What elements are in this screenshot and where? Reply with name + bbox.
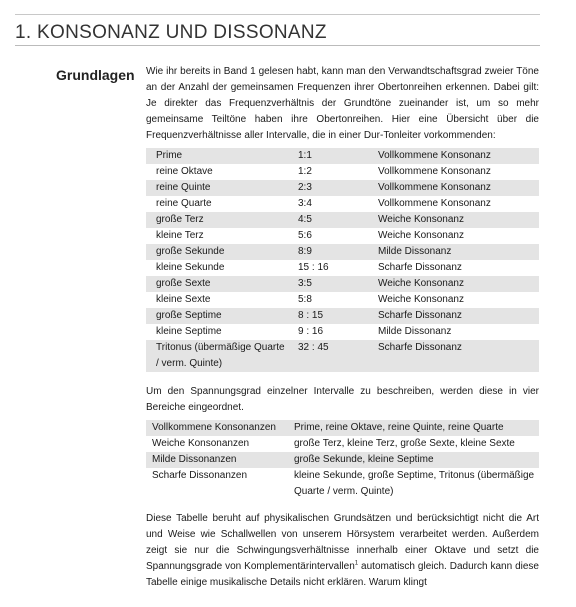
interval-row: [146, 164, 539, 180]
interval-row-interval: große Terz: [146, 212, 294, 228]
title-rule: [15, 45, 540, 46]
group-table: [146, 420, 539, 500]
interval-row: [146, 244, 539, 260]
group-row: [146, 420, 539, 436]
interval-table: [146, 148, 539, 372]
interval-row-ratio: 8:9: [294, 244, 374, 260]
interval-row-category: Milde Dissonanz: [374, 244, 539, 260]
interval-row-ratio: 8 : 15: [294, 308, 374, 324]
interval-row-interval: reine Quinte: [146, 180, 294, 196]
interval-row-interval: große Sekunde: [146, 244, 294, 260]
group-row-members: kleine Sekunde, große Septime, Tritonus (übermäßige Quarte / verm. Quinte): [294, 470, 535, 497]
interval-row: [146, 228, 539, 244]
interval-row-interval: große Sexte: [146, 276, 294, 292]
interval-row-interval: reine Quarte: [156, 198, 212, 209]
interval-row-ratio: 32 : 45: [294, 340, 374, 372]
interval-row-interval: kleine Septime: [156, 326, 222, 337]
intro-paragraph: Wie ihr bereits in Band 1 gelesen habt, kann man den Verwandtschaftsgrad zweier Töne an der Anzahl der gemeinsamen Frequenzen ihrer Obertonreihen erkennen. Dabei gilt: Je direkter das Frequenzverhältnis der Grundtöne zueinander ist, um so mehr gemeinsame Teiltöne haben ihre Obertonreihen. Hier eine Übersicht über die Frequenzverhältnisse aller Intervalle, die in einer Dur-Tonleiter vorkommenden:: [146, 66, 539, 141]
interval-row-ratio: 9 : 16: [298, 326, 324, 337]
interval-row-ratio: 15 : 16: [298, 262, 329, 273]
interval-row-ratio: 1:1: [294, 148, 374, 164]
interval-row-category: Vollkommene Konsonanz: [374, 148, 539, 164]
interval-row-interval: Prime: [146, 148, 294, 164]
group-row-members: große Sekunde, kleine Septime: [290, 452, 539, 468]
interval-row-ratio: 2:3: [294, 180, 374, 196]
group-row-members: Prime, reine Oktave, reine Quinte, reine Quarte: [290, 420, 539, 436]
group-row-group: Milde Dissonanzen: [146, 452, 290, 468]
content-column: [146, 64, 539, 591]
group-row: [146, 436, 539, 452]
group-row: [146, 468, 539, 500]
side-label: Grundlagen: [56, 67, 135, 83]
group-row-members: große Terz, kleine Terz, große Sexte, kleine Sexte: [294, 438, 515, 449]
interval-row: [146, 292, 539, 308]
interval-row: [146, 260, 539, 276]
interval-row: [146, 196, 539, 212]
interval-row-ratio: 1:2: [298, 166, 312, 177]
interval-row-category: Vollkommene Konsonanz: [378, 166, 491, 177]
middle-paragraph: Um den Spannungsgrad einzelner Intervalle zu beschreiben, werden diese in vier Bereiche eingeordnet.: [146, 386, 539, 413]
group-row-group: Scharfe Dissonanzen: [152, 470, 248, 481]
interval-row-interval: reine Oktave: [156, 166, 213, 177]
interval-row: [146, 148, 539, 164]
group-row-group: Vollkommene Konsonanzen: [146, 420, 290, 436]
interval-row: [146, 276, 539, 292]
top-rule: [15, 14, 540, 15]
group-row: [146, 452, 539, 468]
interval-row-category: Vollkommene Konsonanz: [378, 198, 491, 209]
interval-row-category: Scharfe Dissonanz: [378, 262, 462, 273]
interval-row: [146, 324, 539, 340]
interval-row-category: Milde Dissonanz: [378, 326, 452, 337]
interval-row: [146, 180, 539, 196]
chapter-title: 1. KONSONANZ UND DISSONANZ: [15, 22, 327, 43]
interval-row-category: Weiche Konsonanz: [374, 212, 539, 228]
interval-row-category: Scharfe Dissonanz: [374, 340, 539, 372]
interval-row-interval: große Septime: [146, 308, 294, 324]
interval-row-category: Weiche Konsonanz: [374, 276, 539, 292]
interval-row-ratio: 4:5: [294, 212, 374, 228]
interval-row-category: Vollkommene Konsonanz: [374, 180, 539, 196]
interval-row-interval: kleine Sekunde: [156, 262, 225, 273]
interval-row: [146, 212, 539, 228]
interval-row-ratio: 5:8: [298, 294, 312, 305]
interval-row-interval: kleine Sexte: [156, 294, 211, 305]
interval-row-category: Scharfe Dissonanz: [374, 308, 539, 324]
interval-row-category: Weiche Konsonanz: [378, 294, 464, 305]
interval-row-category: Weiche Konsonanz: [378, 230, 464, 241]
interval-row-ratio: 3:5: [294, 276, 374, 292]
interval-row: [146, 308, 539, 324]
interval-row-interval: kleine Terz: [156, 230, 204, 241]
closing-text-part-1: Diese Tabelle beruht auf physikalischen Grundsätzen und berücksichtigt nicht die Art und Weise wie Schallwellen von unserem Hörsystem verarbeitet werden. Außerdem zeigt sie nur die Schwingungsverhältnisse innerhalb einer Oktave und setzt die Spannungsgrade von Komplementärintervallen: [146, 513, 539, 572]
interval-row-ratio: 3:4: [298, 198, 312, 209]
group-row-group: Weiche Konsonanzen: [152, 438, 250, 449]
closing-text-part-2: automatisch gleich. Dadurch kann diese Tabelle einige musikalische Details nicht erklären. Warum klingt: [146, 561, 539, 588]
interval-row-interval: Tritonus (übermäßige Quarte / verm. Quinte): [146, 340, 294, 372]
interval-row: [146, 340, 539, 372]
footnote-marker: 1: [354, 560, 359, 567]
interval-row-ratio: 5:6: [298, 230, 312, 241]
closing-paragraph: [146, 511, 539, 591]
